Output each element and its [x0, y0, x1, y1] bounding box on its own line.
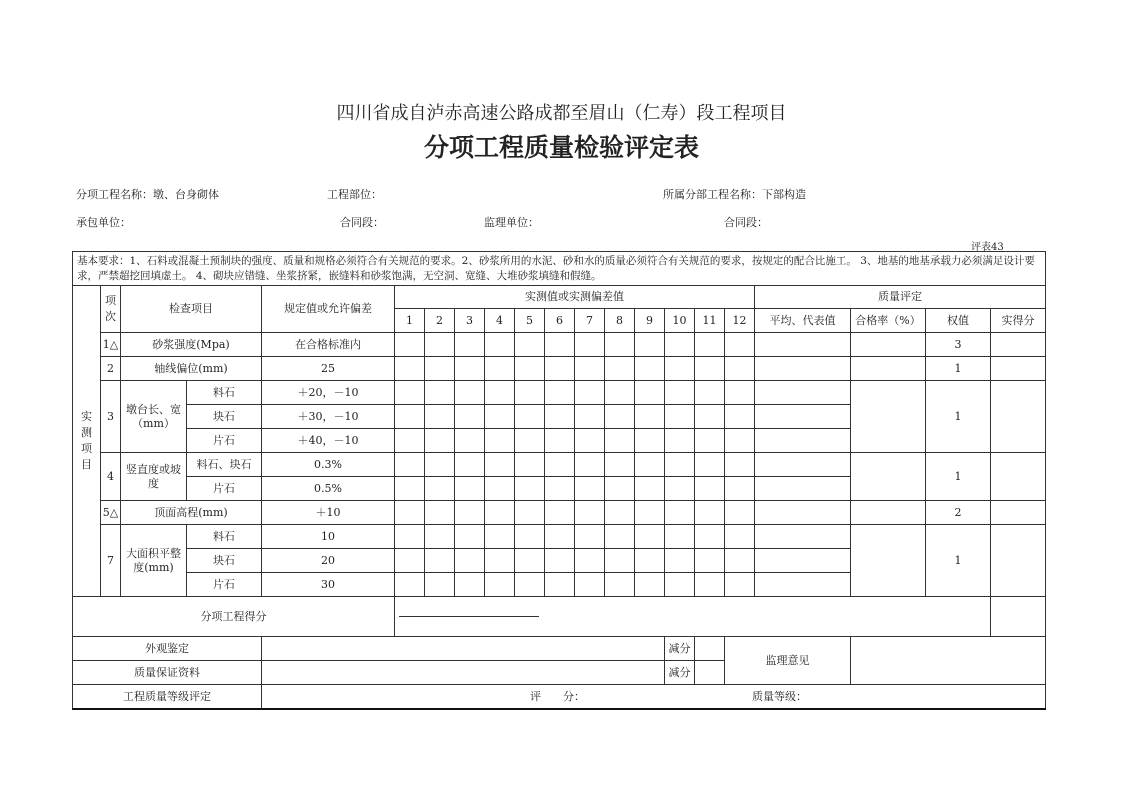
spec-value: ＋20，－10	[262, 381, 395, 405]
score-underline	[399, 616, 539, 617]
m[interactable]	[635, 381, 665, 405]
col-score: 实得分	[991, 309, 1046, 333]
table-row	[73, 381, 1046, 405]
m[interactable]	[425, 381, 455, 405]
m[interactable]	[395, 405, 425, 429]
col-num: 1	[395, 309, 425, 333]
check-item: 顶面高程(mm)	[121, 501, 262, 525]
m[interactable]	[635, 501, 665, 525]
m[interactable]	[665, 381, 695, 405]
m[interactable]	[455, 381, 485, 405]
m[interactable]	[515, 381, 545, 405]
m[interactable]	[665, 453, 695, 477]
score-cell[interactable]	[991, 525, 1046, 597]
m[interactable]	[425, 357, 455, 381]
m[interactable]	[575, 525, 605, 549]
item-no: 1△	[101, 333, 121, 357]
m[interactable]	[515, 333, 545, 357]
m[interactable]	[605, 405, 635, 429]
avg-cell[interactable]	[755, 405, 851, 429]
check-item: 轴线偏位(mm)	[121, 357, 262, 381]
check-item: 竖直度或坡度	[121, 453, 187, 501]
inspection-table	[72, 251, 1046, 710]
m[interactable]	[485, 573, 515, 597]
m[interactable]	[695, 429, 725, 453]
m[interactable]	[545, 525, 575, 549]
deduct-value[interactable]	[695, 637, 725, 661]
check-item: 大面积平整度(mm)	[121, 525, 187, 597]
m[interactable]	[605, 501, 635, 525]
subitem-name-label: 分项工程名称：	[76, 188, 153, 201]
sub-item: 料石、块石	[187, 453, 262, 477]
m[interactable]	[725, 357, 755, 381]
location-label: 工程部位：	[327, 188, 382, 201]
m[interactable]	[605, 525, 635, 549]
avg-cell[interactable]	[755, 525, 851, 549]
avg-cell[interactable]	[755, 429, 851, 453]
m[interactable]	[485, 477, 515, 501]
m[interactable]	[605, 333, 635, 357]
col-measured: 实测值或实测偏差值	[395, 286, 755, 309]
m[interactable]	[455, 453, 485, 477]
m[interactable]	[725, 405, 755, 429]
appearance-label: 外观鉴定	[73, 637, 262, 661]
grade-eval-value[interactable]	[262, 685, 1046, 709]
m[interactable]	[485, 333, 515, 357]
m[interactable]	[425, 525, 455, 549]
m[interactable]	[695, 381, 725, 405]
m[interactable]	[515, 525, 545, 549]
col-weight: 权值	[926, 309, 991, 333]
spec-value: 0.3%	[262, 453, 395, 477]
m[interactable]	[395, 549, 425, 573]
m[interactable]	[605, 573, 635, 597]
pass-rate-cell[interactable]	[851, 333, 926, 357]
m[interactable]	[455, 525, 485, 549]
m[interactable]	[635, 357, 665, 381]
m[interactable]	[605, 477, 635, 501]
m[interactable]	[695, 573, 725, 597]
m[interactable]	[395, 333, 425, 357]
col-num: 8	[605, 309, 635, 333]
m[interactable]	[575, 381, 605, 405]
contract-section-label: 合同段：	[340, 216, 384, 229]
m[interactable]	[575, 453, 605, 477]
deduct-label: 减分	[665, 637, 695, 661]
avg-cell[interactable]	[755, 573, 851, 597]
pass-rate-cell[interactable]	[851, 501, 926, 525]
quality-level-text: 质量等级：	[752, 690, 807, 703]
m[interactable]	[395, 573, 425, 597]
m[interactable]	[545, 453, 575, 477]
avg-cell[interactable]	[755, 333, 851, 357]
m[interactable]	[515, 453, 545, 477]
m[interactable]	[485, 405, 515, 429]
parent-project	[663, 186, 806, 202]
col-quality: 质量评定	[755, 286, 1046, 309]
m[interactable]	[575, 573, 605, 597]
m[interactable]	[665, 405, 695, 429]
m[interactable]	[425, 477, 455, 501]
m[interactable]	[395, 477, 425, 501]
m[interactable]	[545, 357, 575, 381]
m[interactable]	[485, 525, 515, 549]
m[interactable]	[545, 549, 575, 573]
subitem-name-value: 墩、台身砌体	[153, 188, 219, 201]
m[interactable]	[455, 549, 485, 573]
m[interactable]	[725, 453, 755, 477]
basic-requirements: 基本要求：1、石料或混凝土预制块的强度、质量和规格必须符合有关规范的要求。2、砂浆所用的水泥、砂和水的质量必须符合有关规范的要求，按规定的配合比施工。 3、地基的地基承载力必须满足设计要求，严禁超挖回填虚土。 4、砌块应错缝、坐浆挤紧，嵌缝料和砂浆饱满，无空洞、宽缝、大堆砂浆填缝和假缝。	[73, 252, 1046, 286]
m[interactable]	[425, 429, 455, 453]
table-row	[73, 357, 1046, 381]
m[interactable]	[605, 429, 635, 453]
appearance-row	[73, 637, 1046, 661]
m[interactable]	[485, 501, 515, 525]
spec-value: 20	[262, 549, 395, 573]
weight-value: 1	[926, 453, 991, 501]
pass-rate-cell[interactable]	[851, 381, 926, 453]
m[interactable]	[455, 477, 485, 501]
m[interactable]	[575, 405, 605, 429]
m[interactable]	[545, 333, 575, 357]
m[interactable]	[545, 501, 575, 525]
table-row	[73, 501, 1046, 525]
m[interactable]	[575, 501, 605, 525]
col-num: 12	[725, 309, 755, 333]
m[interactable]	[515, 405, 545, 429]
m[interactable]	[635, 477, 665, 501]
m[interactable]	[455, 429, 485, 453]
spec-value: 在合格标准内	[262, 333, 395, 357]
m[interactable]	[395, 525, 425, 549]
col-num: 11	[695, 309, 725, 333]
m[interactable]	[515, 429, 545, 453]
m[interactable]	[485, 381, 515, 405]
m[interactable]	[635, 333, 665, 357]
m[interactable]	[695, 525, 725, 549]
check-item: 墩台长、宽（mm）	[121, 381, 187, 453]
m[interactable]	[665, 477, 695, 501]
m[interactable]	[695, 357, 725, 381]
m[interactable]	[665, 525, 695, 549]
table-row	[73, 333, 1046, 357]
subitem-name	[76, 186, 219, 202]
m[interactable]	[545, 573, 575, 597]
item-no: 7	[101, 525, 121, 597]
m[interactable]	[485, 453, 515, 477]
m[interactable]	[695, 405, 725, 429]
m[interactable]	[575, 333, 605, 357]
col-spec: 规定值或允许偏差	[262, 286, 395, 333]
pass-rate-cell[interactable]	[851, 357, 926, 381]
col-num: 2	[425, 309, 455, 333]
sub-item: 料石	[187, 381, 262, 405]
m[interactable]	[665, 501, 695, 525]
m[interactable]	[425, 405, 455, 429]
deduct-label: 减分	[665, 661, 695, 685]
m[interactable]	[545, 477, 575, 501]
avg-cell[interactable]	[755, 453, 851, 477]
supervisor-opinion-label: 监理意见	[725, 637, 851, 685]
m[interactable]	[425, 333, 455, 357]
m[interactable]	[485, 357, 515, 381]
measured-items-label: 实测项目	[73, 286, 101, 597]
m[interactable]	[725, 549, 755, 573]
score-cell[interactable]	[991, 357, 1046, 381]
m[interactable]	[425, 453, 455, 477]
avg-cell[interactable]	[755, 549, 851, 573]
m[interactable]	[575, 549, 605, 573]
sub-item: 料石	[187, 525, 262, 549]
m[interactable]	[455, 405, 485, 429]
score-row	[73, 597, 1046, 637]
form-title: 分项工程质量检验评定表	[423, 133, 699, 162]
score-cell[interactable]	[991, 381, 1046, 453]
m[interactable]	[515, 573, 545, 597]
m[interactable]	[695, 501, 725, 525]
contractor-label: 承包单位：	[76, 216, 131, 229]
weight-value: 3	[926, 333, 991, 357]
m[interactable]	[395, 501, 425, 525]
item-no: 3	[101, 381, 121, 453]
item-no: 5△	[101, 501, 121, 525]
score-text: 评 分：	[530, 690, 585, 703]
sub-item: 片石	[187, 477, 262, 501]
m[interactable]	[515, 501, 545, 525]
pass-rate-cell[interactable]	[851, 525, 926, 597]
supervisor-label: 监理单位：	[484, 216, 539, 229]
m[interactable]	[395, 357, 425, 381]
m[interactable]	[695, 333, 725, 357]
m[interactable]	[515, 357, 545, 381]
spec-value: 10	[262, 525, 395, 549]
m[interactable]	[695, 453, 725, 477]
col-check-item: 检查项目	[121, 286, 262, 333]
m[interactable]	[695, 477, 725, 501]
m[interactable]	[485, 429, 515, 453]
m[interactable]	[395, 429, 425, 453]
m[interactable]	[605, 381, 635, 405]
m[interactable]	[425, 573, 455, 597]
col-avg: 平均、代表值	[755, 309, 851, 333]
avg-cell[interactable]	[755, 501, 851, 525]
m[interactable]	[455, 573, 485, 597]
spec-value: ＋30，－10	[262, 405, 395, 429]
spec-value: ＋10	[262, 501, 395, 525]
grade-row	[73, 685, 1046, 709]
m[interactable]	[605, 453, 635, 477]
m[interactable]	[665, 573, 695, 597]
sub-item: 块石	[187, 549, 262, 573]
subitem-score-label: 分项工程得分	[73, 597, 395, 637]
m[interactable]	[665, 429, 695, 453]
score-cell[interactable]	[991, 333, 1046, 357]
contract-section-label-2: 合同段：	[724, 216, 768, 229]
m[interactable]	[725, 333, 755, 357]
col-pass-rate: 合格率（%）	[851, 309, 926, 333]
m[interactable]	[635, 573, 665, 597]
spec-value: 0.5%	[262, 477, 395, 501]
quality-docs-label: 质量保证资料	[73, 661, 262, 685]
m[interactable]	[725, 525, 755, 549]
m[interactable]	[635, 429, 665, 453]
m[interactable]	[395, 453, 425, 477]
col-num: 4	[485, 309, 515, 333]
m[interactable]	[665, 333, 695, 357]
avg-cell[interactable]	[755, 381, 851, 405]
form-number: 评表43	[971, 242, 1004, 253]
m[interactable]	[665, 549, 695, 573]
weight-value: 2	[926, 501, 991, 525]
m[interactable]	[635, 549, 665, 573]
m[interactable]	[665, 357, 695, 381]
sub-item: 片石	[187, 429, 262, 453]
col-num: 7	[575, 309, 605, 333]
m[interactable]	[725, 477, 755, 501]
appearance-value[interactable]	[262, 637, 665, 661]
score-cell[interactable]	[991, 501, 1046, 525]
project-title: 四川省成自泸赤高速公路成都至眉山（仁寿）段工程项目	[336, 103, 787, 124]
weight-value: 1	[926, 381, 991, 453]
col-num: 9	[635, 309, 665, 333]
m[interactable]	[695, 549, 725, 573]
sub-item: 块石	[187, 405, 262, 429]
m[interactable]	[605, 549, 635, 573]
m[interactable]	[575, 477, 605, 501]
sub-item: 片石	[187, 573, 262, 597]
parent-project-value: 下部构造	[762, 188, 806, 201]
item-no: 4	[101, 453, 121, 501]
m[interactable]	[515, 477, 545, 501]
m[interactable]	[635, 405, 665, 429]
weight-value: 1	[926, 525, 991, 597]
weight-value: 1	[926, 357, 991, 381]
col-num: 6	[545, 309, 575, 333]
spec-value: ＋40，－10	[262, 429, 395, 453]
m[interactable]	[635, 525, 665, 549]
parent-project-label: 所属分部工程名称：	[663, 188, 762, 201]
m[interactable]	[725, 573, 755, 597]
m[interactable]	[545, 429, 575, 453]
m[interactable]	[635, 453, 665, 477]
m[interactable]	[575, 429, 605, 453]
m[interactable]	[575, 357, 605, 381]
avg-cell[interactable]	[755, 477, 851, 501]
m[interactable]	[545, 381, 575, 405]
col-num: 10	[665, 309, 695, 333]
col-num: 3	[455, 309, 485, 333]
m[interactable]	[455, 357, 485, 381]
spec-value: 25	[262, 357, 395, 381]
subitem-score-value[interactable]	[395, 597, 991, 637]
col-num: 5	[515, 309, 545, 333]
score-cell[interactable]	[991, 453, 1046, 501]
m[interactable]	[455, 333, 485, 357]
check-item: 砂浆强度(Mpa)	[121, 333, 262, 357]
m[interactable]	[545, 405, 575, 429]
deduct-value[interactable]	[695, 661, 725, 685]
table-row	[73, 525, 1046, 549]
grade-eval-label: 工程质量等级评定	[73, 685, 262, 709]
score-blank[interactable]	[991, 597, 1046, 637]
item-no: 2	[101, 357, 121, 381]
m[interactable]	[725, 381, 755, 405]
supervisor-opinion-value[interactable]	[851, 637, 1046, 685]
spec-value: 30	[262, 573, 395, 597]
m[interactable]	[485, 549, 515, 573]
pass-rate-cell[interactable]	[851, 453, 926, 501]
m[interactable]	[425, 501, 455, 525]
col-item-no: 项次	[101, 286, 121, 333]
table-row	[73, 453, 1046, 477]
m[interactable]	[455, 501, 485, 525]
m[interactable]	[605, 357, 635, 381]
avg-cell[interactable]	[755, 357, 851, 381]
m[interactable]	[725, 429, 755, 453]
m[interactable]	[395, 381, 425, 405]
quality-docs-value[interactable]	[262, 661, 665, 685]
m[interactable]	[425, 549, 455, 573]
m[interactable]	[725, 501, 755, 525]
m[interactable]	[515, 549, 545, 573]
